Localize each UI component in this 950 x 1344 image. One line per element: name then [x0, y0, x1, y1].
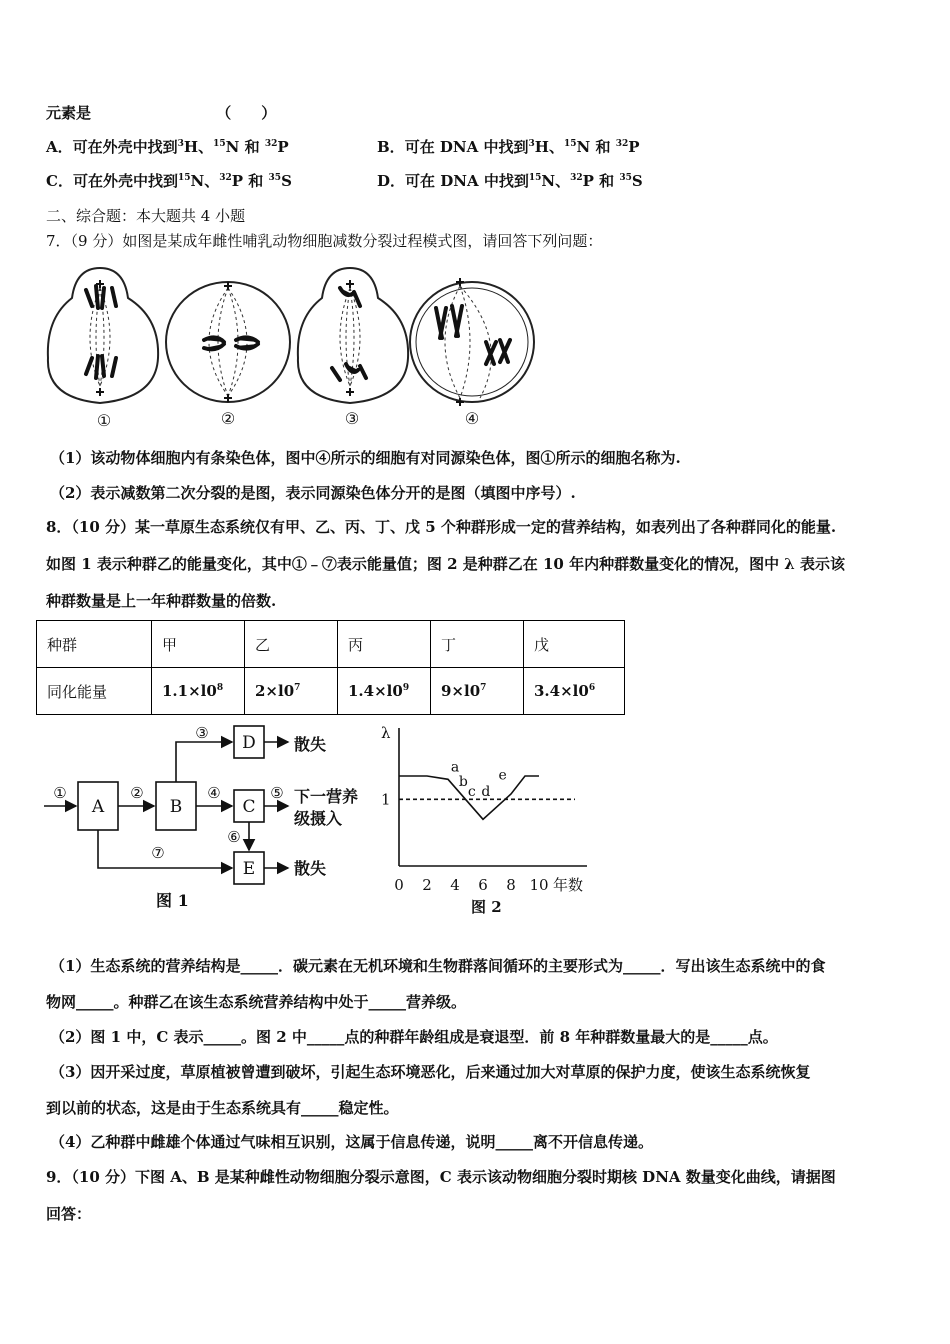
q9-stem-line2: 回答：: [46, 1205, 92, 1223]
x-tick-label: 2: [422, 876, 432, 894]
point-label-a: a: [450, 759, 460, 776]
q6-stem-end: 元素是 （ ）: [46, 104, 277, 122]
table-row: [37, 668, 625, 715]
cell-label-2: ②: [220, 409, 236, 428]
q7-sub2: （2）表示减数第二次分裂的是图，表示同源染色体分开的是图（填图中序号）.: [50, 484, 576, 502]
arrow-label-5: ⑤: [270, 784, 284, 802]
chromosome: [436, 306, 462, 338]
table-row-label: 同化能量: [37, 668, 152, 715]
point-label-e: e: [498, 767, 507, 784]
q8-stem-line2: 如图 1 表示种群乙的能量变化，其中①﹣⑦表示能量值；图 2 是种群乙在 10 年内种群数量变化的情况，图中 λ 表示该: [46, 555, 846, 573]
point-label-d: d: [481, 784, 491, 800]
table-cell: $3.4\times l0^6$: [524, 668, 625, 715]
cell-label-1: ①: [96, 411, 112, 430]
q8-sub3-line2: 到以前的状态，这是由于生态系统具有_____稳定性。: [46, 1099, 399, 1117]
answer-paren: （ ）: [216, 104, 277, 122]
y-axis-label: λ: [381, 724, 391, 742]
q9-stem-line1: 9．（10 分）下图 A、B 是某种雌性动物细胞分裂示意图，C 表示该动物细胞分裂时期核 DNA 数量变化曲线，请据图: [46, 1168, 836, 1186]
q6-option-d: D．可在 DNA 中找到$^{15}$N、$^{32}$P 和 $^{35}$S: [377, 172, 643, 190]
energy-table: [36, 620, 625, 715]
q8-sub1-line1: （1）生态系统的营养结构是_____．碳元素在无机环境和生物群落间循环的主要形式为_____．写出该生态系统中的食: [50, 957, 826, 975]
q8-sub3-line1: （3）因开采过度，草原植被曾遭到破坏，引起生态环境恶化，后来通过加大对草原的保护力度，使该生态系统恢复: [50, 1063, 811, 1081]
arrow-label-1: ①: [53, 784, 67, 802]
table-header-cell: 丁: [431, 621, 524, 668]
point-label-b: b: [458, 774, 468, 790]
q8-stem-line3: 种群数量是上一年种群数量的倍数.: [46, 592, 277, 610]
lost-label-2: 散失: [294, 859, 327, 878]
chromosome: [236, 337, 258, 348]
q7-stem: 7．（9 分）如图是某成年雌性哺乳动物细胞减数分裂过程模式图，请回答下列问题：: [46, 232, 603, 250]
chromosome: [332, 364, 366, 380]
y-tick-label: 1: [381, 790, 391, 809]
lost-label-1: 散失: [294, 735, 327, 754]
q8-sub2: （2）图 1 中，C 表示_____。图 2 中_____点的种群年龄组成是衰退型．前 8 年种群数量最大的是_____点。: [50, 1028, 778, 1046]
chromosome: [204, 337, 224, 349]
section-2-title: 二、综合题：本大题共 4 小题: [46, 207, 246, 225]
cell-2-membrane: [166, 282, 290, 402]
table-cell: $9\times l0^7$: [431, 668, 524, 715]
fig2-caption: 图 2: [471, 898, 502, 916]
point-label-c: c: [467, 784, 476, 800]
meiosis-cell-figure: [40, 258, 540, 430]
cell-label-4: ④: [464, 409, 480, 428]
box-c-label: C: [242, 797, 256, 817]
table-cell: $2\times l0^7$: [245, 668, 338, 715]
arrow-label-7: ⑦: [151, 844, 165, 862]
x-unit-label: 年数: [553, 876, 584, 894]
arrow-label-3: ③: [195, 724, 209, 742]
arrow-label-2: ②: [130, 784, 144, 802]
q8-sub4: （4）乙种群中雌雄个体通过气味相互识别，这属于信息传递，说明_____离不开信息传递。: [50, 1133, 653, 1151]
x-tick-label: 8: [506, 876, 516, 894]
lambda-chart: [375, 722, 600, 922]
next-level-line1: 下一营养: [294, 787, 359, 806]
arrow-label-4: ④: [207, 784, 221, 802]
q6-option-b: B．可在 DNA 中找到$^3$H、$^{15}$N 和 $^{32}$P: [377, 138, 640, 156]
next-level-line2: 级摄入: [294, 809, 343, 828]
fig1-caption: 图 1: [156, 891, 189, 910]
table-cell: $1.1\times l0^8$: [152, 668, 245, 715]
x-tick-label: 0: [394, 876, 404, 894]
q6-option-c: C．可在外壳中找到$^{15}$N、$^{32}$P 和 $^{35}$S: [46, 172, 292, 190]
x-tick-label: 10: [529, 876, 549, 894]
cell-3-membrane: [298, 268, 408, 403]
table-header-cell: 戊: [524, 621, 625, 668]
x-tick-label: 4: [450, 876, 460, 894]
q6-option-a: A．可在外壳中找到$^3$H、$^{15}$N 和 $^{32}$P: [46, 138, 289, 156]
table-header-cell: 种群: [37, 621, 152, 668]
arrow-label-6: ⑥: [227, 828, 241, 846]
table-header-cell: 丙: [338, 621, 431, 668]
box-e-label: E: [242, 859, 256, 879]
energy-flow-diagram: [44, 722, 364, 918]
box-a-label: A: [91, 797, 105, 817]
table-header-cell: 甲: [152, 621, 245, 668]
cell-4-membrane: [410, 282, 534, 402]
table-cell: $1.4\times l0^9$: [338, 668, 431, 715]
box-b-label: B: [169, 797, 183, 817]
q7-sub1: （1）该动物体细胞内有条染色体，图中④所示的细胞有对同源染色体，图①所示的细胞名称为.: [50, 449, 681, 467]
q8-sub1-line2: 物网_____。种群乙在该生态系统营养结构中处于_____营养级。: [46, 993, 467, 1011]
box-d-label: D: [242, 733, 256, 753]
table-header-cell: 乙: [245, 621, 338, 668]
q8-stem-line1: 8．（10 分）某一草原生态系统仅有甲、乙、丙、丁、戊 5 个种群形成一定的营养结构，如表列出了各种群同化的能量.: [46, 518, 837, 536]
x-tick-label: 6: [478, 876, 488, 894]
chromosome: [86, 356, 116, 378]
table-header-row: [37, 621, 625, 668]
cell-label-3: ③: [344, 409, 360, 428]
chromosome: [486, 340, 510, 364]
